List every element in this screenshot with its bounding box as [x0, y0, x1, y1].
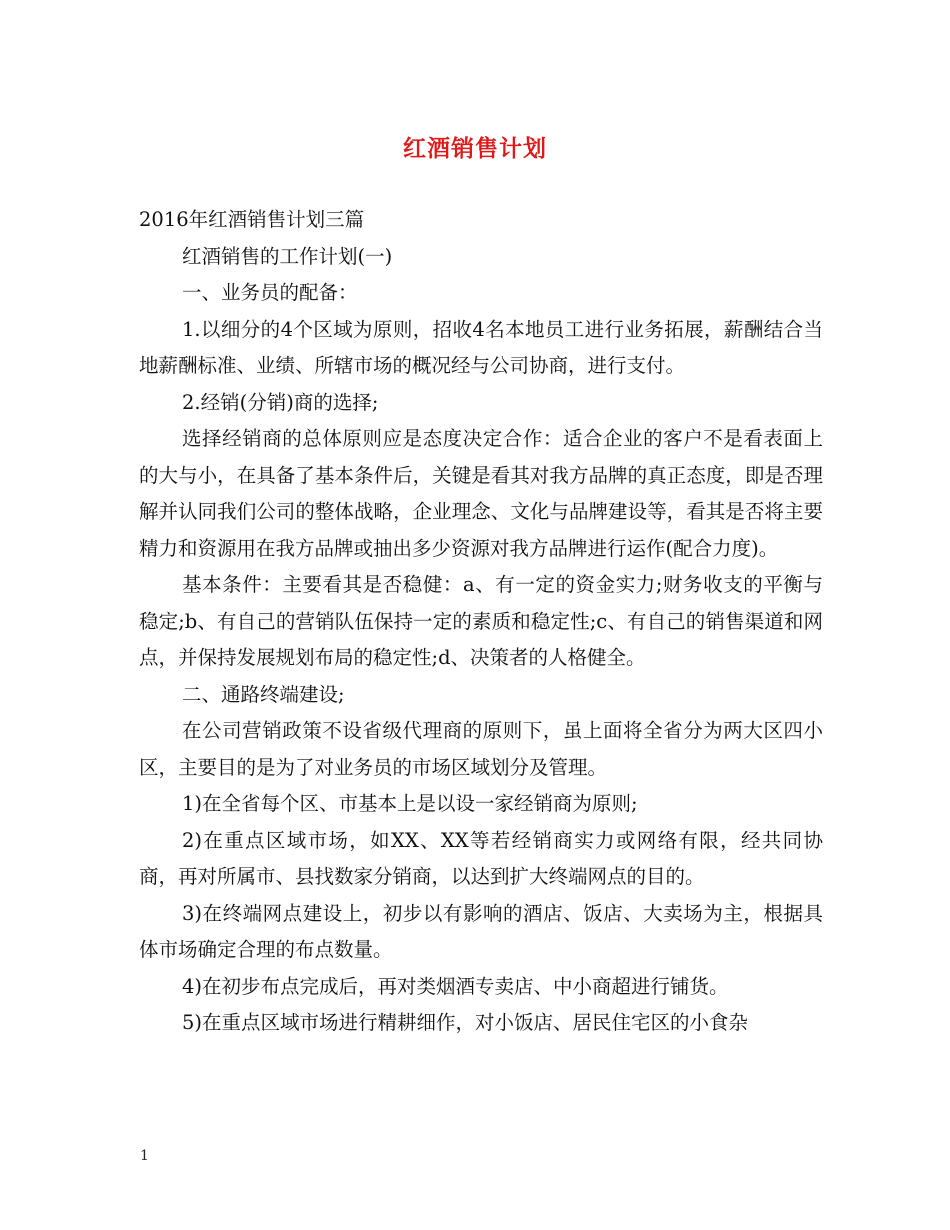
paragraph: 2.经销(分销)商的选择; — [182, 390, 379, 414]
paragraph-section-1: 一、业务员的配备： — [182, 281, 358, 304]
paragraph: 1.以细分的4个区域为原则，招收4名本地员工进行业务拓展，薪酬结合当地薪酬标准、业绩、所辖市场的概况经与公司协商，进行支付。 — [139, 317, 823, 377]
paragraph: 在公司营销政策不设省级代理商的原则下，虽上面将全省分为两大区四小区，主要目的是为了对业务员的市场区域划分及管理。 — [139, 719, 823, 779]
document-title: 红酒销售计划 — [403, 135, 547, 162]
paragraph: 3)在终端网点建设上，初步以有影响的酒店、饭店、大卖场为主，根据具体市场确定合理的布点数量。 — [139, 901, 823, 961]
paragraph: 1)在全省每个区、市基本上是以设一家经销商为原则; — [182, 792, 638, 815]
document-body — [139, 202, 823, 1042]
paragraph: 选择经销商的总体原则应是态度决定合作：适合企业的客户不是看表面上的大与小，在具备了基本条件后，关键是看其对我方品牌的真正态度，即是否理解并认同我们公司的整体战略，企业理念、文化与品牌建设等，看其是否将主要精力和资源用在我方品牌或抽出多少资源对我方品牌进行运作(配合力度)。 — [139, 427, 823, 560]
paragraph: 2)在重点区域市场，如XX、XX等若经销商实力或网络有限，经共同协商，再对所属市、县找数家分销商，以达到扩大终端网点的目的。 — [139, 828, 823, 888]
paragraph: 基本条件：主要看其是否稳健：a、有一定的资金实力;财务收支的平衡与稳定;b、有自己的营销队伍保持一定的素质和稳定性;c、有自己的销售渠道和网点，并保持发展规划布局的稳定性;d、决策者的人格健全。 — [139, 573, 823, 669]
paragraph: 5)在重点区域市场进行精耕细作，对小饭店、居民住宅区的小食杂 — [182, 1011, 749, 1034]
paragraph-heading: 2016年红酒销售计划三篇 — [139, 208, 365, 231]
page-number: 1 — [140, 1148, 149, 1164]
paragraph-section-2: 二、通路终端建设; — [182, 682, 345, 706]
paragraph-plan-title: 红酒销售的工作计划(一) — [182, 244, 393, 268]
paragraph: 4)在初步布点完成后，再对类烟酒专卖店、中小商超进行铺货。 — [182, 974, 729, 998]
